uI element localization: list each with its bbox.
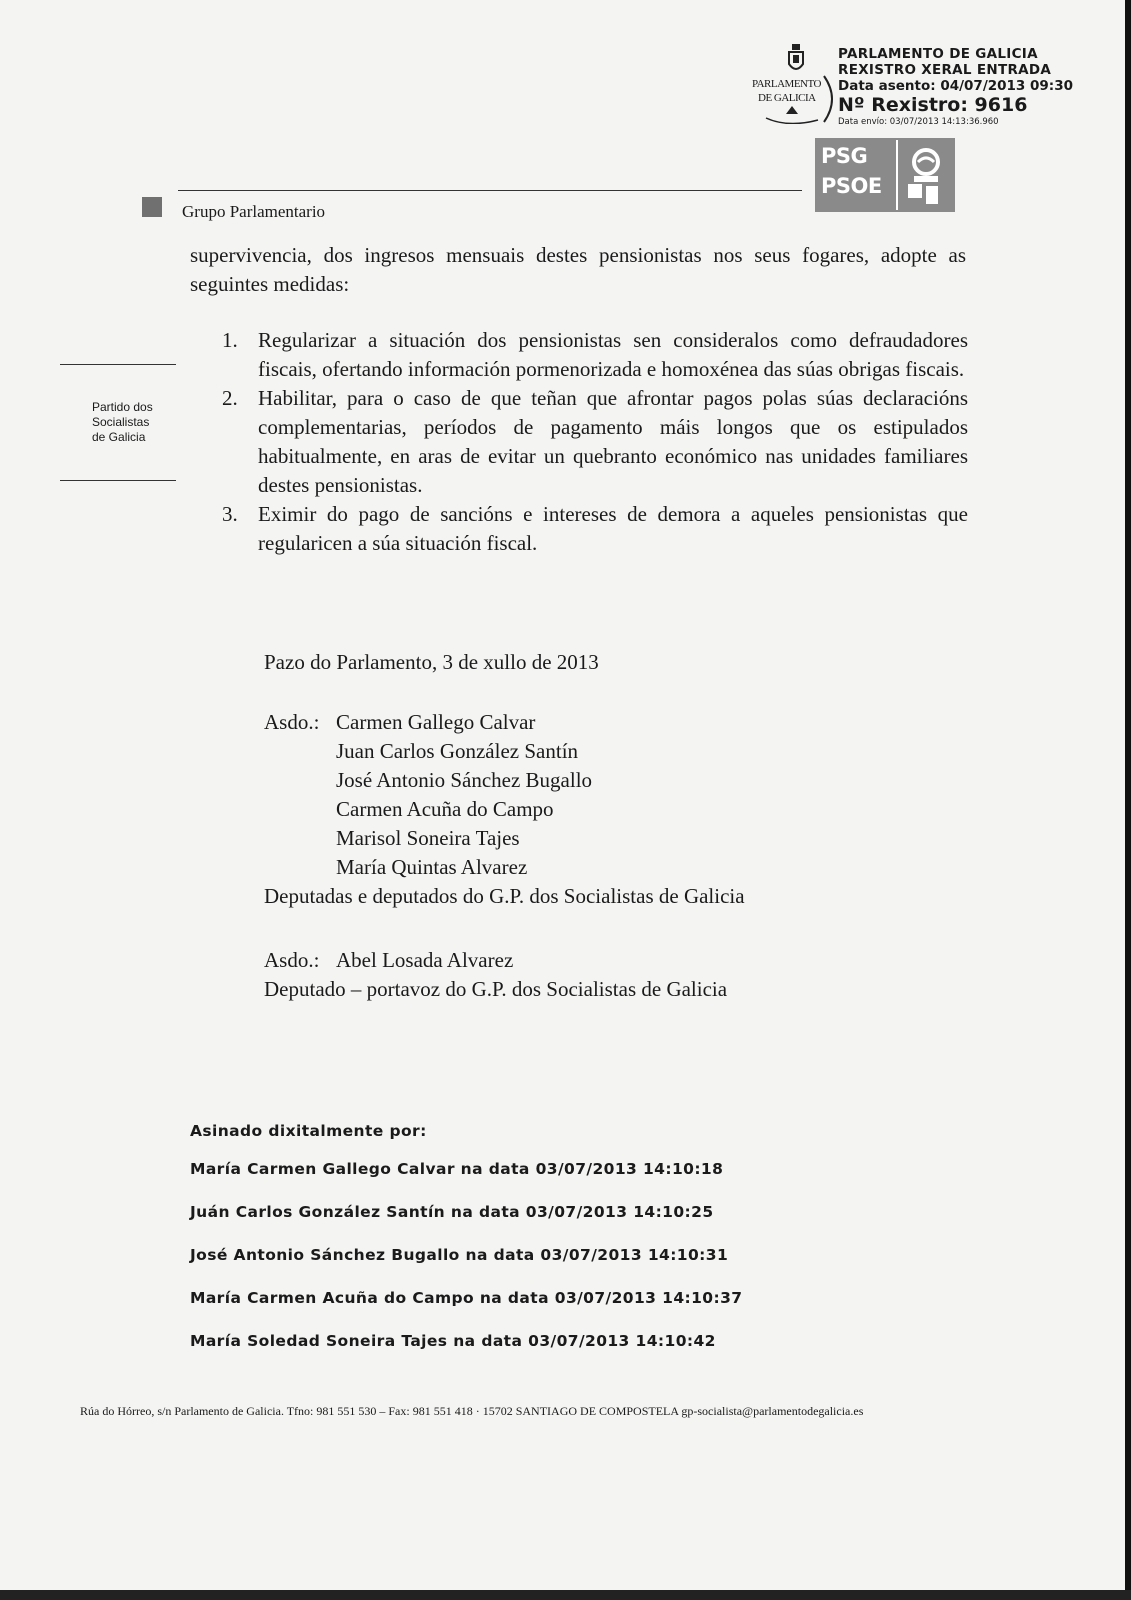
party-logo-psoe: PSOE [821, 174, 882, 198]
digital-signatures-title: Asinado dixitalmente por: [190, 1122, 427, 1140]
list-text: Habilitar, para o caso de que teñan que afrontar pagos polas súas declaracións complementarias, períodos de pagamento máis longos que os estipulados habitualmente, en aras de evitar un quebranto económico nas unidades familiares destes pensionistas. [258, 386, 968, 497]
spokesperson-role: Deputado – portavoz do G.P. dos Socialistas de Galicia [264, 977, 728, 1001]
signer-name: Juan Carlos González Santín [336, 739, 579, 763]
rose-icon [894, 140, 952, 210]
side-line: de Galicia [92, 430, 146, 444]
digital-signature-entry: María Carmen Acuña do Campo na data 03/07/2013 14:10:37 [190, 1289, 743, 1307]
party-logo-psg: PSG [821, 144, 868, 168]
signed-label: Asdo.: [264, 948, 320, 972]
list-text: Eximir do pago de sancións e intereses de demora a aqueles pensionistas que regularicen a súa situación fiscal. [258, 502, 968, 555]
party-logo [815, 138, 955, 212]
digital-signature-entry: Juán Carlos González Santín na data 03/07/2013 14:10:25 [190, 1203, 714, 1221]
signer-name: Carmen Acuña do Campo [336, 797, 554, 821]
digital-signature-entry: María Carmen Gallego Calvar na data 03/07/2013 14:10:18 [190, 1160, 724, 1178]
stamp-bracket-icon [748, 74, 834, 124]
stamp-subtitle: REXISTRO XERAL ENTRADA [838, 62, 1052, 78]
side-rule-top [60, 364, 176, 365]
signer-names [264, 737, 745, 882]
place-date: Pazo do Parlamento, 3 de xullo de 2013 [264, 650, 599, 674]
signature-block [264, 708, 745, 911]
list-number: 3. [222, 502, 238, 526]
measures-list [222, 326, 968, 558]
signer-name: Marisol Soneira Tajes [336, 826, 520, 850]
stamp-registry-number: Nº Rexistro: 9616 [838, 94, 1028, 116]
header-rule [178, 190, 802, 191]
digital-signature-entry: José Antonio Sánchez Bugallo na data 03/07/2013 14:10:31 [190, 1246, 729, 1264]
group-label: Grupo Parlamentario [182, 202, 326, 221]
side-line: Partido dos [92, 400, 153, 414]
signature-row [264, 946, 727, 975]
digital-signature-entry: María Soledad Soneira Tajes na data 03/07/2013 14:10:42 [190, 1332, 716, 1350]
stamp-send-date: Data envío: 03/07/2013 14:13:36.960 [838, 117, 999, 127]
signer-name: María Quintas Alvarez [336, 855, 528, 879]
group-marker [142, 197, 162, 217]
list-item [222, 326, 968, 384]
signer-name: Carmen Gallego Calvar [336, 710, 536, 734]
list-number: 2. [222, 386, 238, 410]
signature-row [264, 708, 745, 737]
list-item [222, 384, 968, 500]
party-side-label [92, 400, 153, 445]
side-line: Socialistas [92, 415, 150, 429]
digital-signatures [190, 1122, 742, 1375]
spokesperson-block [264, 946, 727, 1004]
list-text: Regularizar a situación dos pensionistas sen consideralos como defraudadores fiscais, ofertando información pormenorizada e homoxénea das súas obrigas fiscais. [258, 328, 968, 381]
signer-name: José Antonio Sánchez Bugallo [336, 768, 593, 792]
scan-edge-bottom [0, 1590, 1131, 1600]
signed-label: Asdo.: [264, 710, 320, 734]
stamp-entry-date: Data asento: 04/07/2013 09:30 [838, 78, 1073, 94]
stamp-title: PARLAMENTO DE GALICIA [838, 46, 1038, 62]
scan-edge [1125, 0, 1131, 1600]
registry-stamp [838, 46, 1073, 128]
signer-name: Abel Losada Alvarez [336, 948, 514, 972]
parliament-logo-line1: PARLAMENTO [752, 78, 821, 90]
parliament-logo-line2: DE GALICIA [758, 92, 816, 104]
footer-address: Rúa do Hórreo, s/n Parlamento de Galicia. Tfno: 981 551 530 – Fax: 981 551 418 · 15702 SANTIAGO DE COMPOSTELA gp-socialista@parlamentodegalicia.es [80, 1404, 864, 1418]
crest-icon [788, 44, 804, 74]
side-rule-bottom [60, 480, 176, 481]
parliament-logo [748, 44, 828, 134]
list-number: 1. [222, 328, 238, 352]
intro-paragraph: supervivencia, dos ingresos mensuais destes pensionistas nos seus fogares, adopte as seguintes medidas: [190, 243, 966, 296]
signers-role: Deputadas e deputados do G.P. dos Socialistas de Galicia [264, 884, 745, 908]
list-item [222, 500, 968, 558]
